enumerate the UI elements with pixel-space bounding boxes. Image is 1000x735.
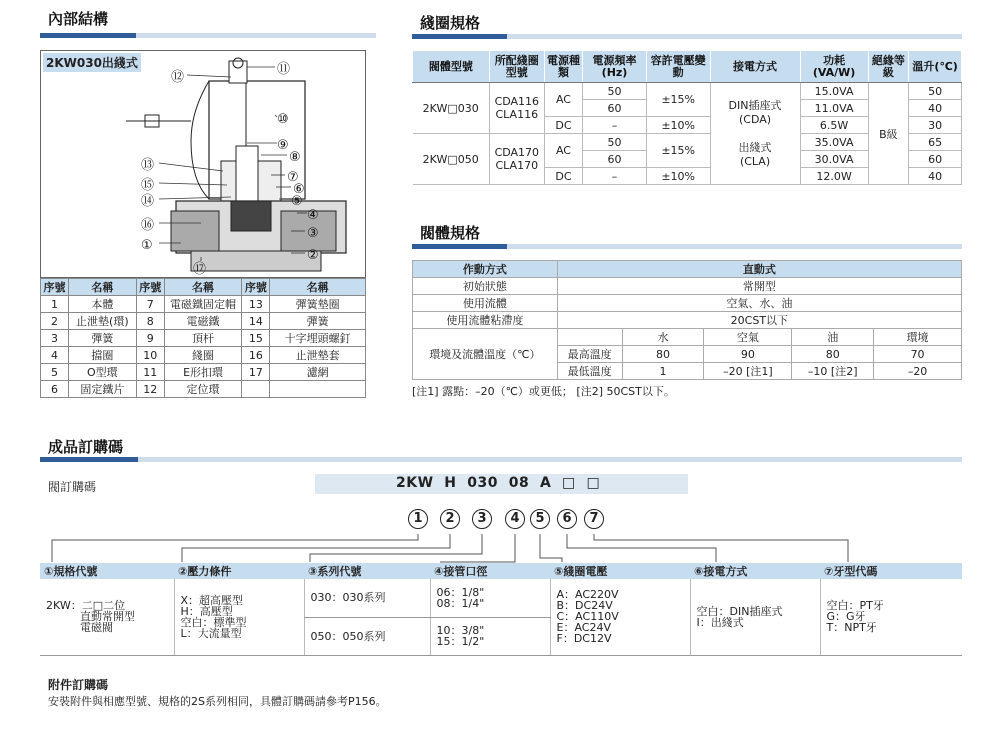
circle-2: 2 [440, 509, 460, 529]
body-header: 直動式 [557, 261, 961, 278]
voltage-tolerance: ±15% [646, 83, 710, 117]
coil-header: 溫升(℃) [909, 51, 962, 83]
callout-3: ③ [307, 226, 319, 241]
callout-13: ⑬ [141, 158, 155, 173]
callout-10: ⑩ [277, 112, 289, 127]
body-label: 環境及流體溫度（℃） [413, 329, 558, 380]
part-name: 本體 [68, 296, 136, 313]
coil-header: 容許電壓變動 [646, 51, 710, 83]
frequency: 60 [583, 100, 647, 117]
part-name: 彈簧 [270, 313, 366, 330]
parts-row [41, 296, 366, 313]
coil-header: 接電方式 [710, 51, 800, 83]
circle-5: 5 [530, 509, 550, 529]
callout-17: ⑰ [193, 262, 207, 277]
insulation: B級 [868, 83, 909, 185]
circle-1: 1 [408, 509, 428, 529]
body-row [413, 278, 962, 295]
part-name: 綫圈 [164, 347, 242, 364]
body-value: 90 [704, 346, 792, 363]
part-number: 15 [242, 330, 270, 347]
temp-rise: 50 [909, 83, 962, 100]
voltage-tolerance: ±15% [646, 134, 710, 168]
part-number: 10 [136, 347, 164, 364]
part-name: 彈簧 [68, 330, 136, 347]
series: 050：050系列 [304, 617, 430, 655]
part-number: 7 [136, 296, 164, 313]
body-blank [557, 329, 622, 346]
structure-bar [40, 33, 376, 38]
thread-type: 空白：PT牙 G：G牙 T：NPT牙 [820, 579, 962, 655]
connection-type: 空白：DIN插座式 I：出綫式 [690, 579, 820, 655]
frequency: 60 [583, 151, 647, 168]
callout-15: ⑮ [141, 178, 155, 193]
body-value: –20 [874, 363, 962, 380]
parts-row [41, 381, 366, 398]
coil-header-row [413, 51, 962, 83]
temp-rise: 60 [909, 151, 962, 168]
temp-rise: 40 [909, 100, 962, 117]
connection: DIN插座式 (CDA) 出綫式 (CLA) [710, 83, 800, 185]
body-row [413, 329, 962, 346]
order-code: 2KW H 030 08 A □ □ [396, 475, 601, 491]
coil-spec-title: 綫圈規格 [420, 14, 481, 32]
frequency: – [583, 168, 647, 185]
coil-model: CDA116 CLA116 [489, 83, 544, 134]
circle-6: 6 [557, 509, 577, 529]
part-number: 9 [136, 330, 164, 347]
order-head: ③系列代號 [304, 563, 430, 579]
part-name: 固定鐵片 [68, 381, 136, 398]
part-name: O型環 [68, 364, 136, 381]
callout-12: ⑫ [171, 70, 185, 85]
body-spec-title: 閥體規格 [420, 224, 481, 242]
spec-code: 2KW：二□二位 直動常開型 電磁閥 [40, 579, 174, 655]
callout-11: ⑪ [277, 62, 291, 77]
power-type: AC [544, 83, 582, 117]
parts-row [41, 313, 366, 330]
body-note: [注1] 露點：–20（℃）或更低； [注2] 50CST以下。 [412, 385, 675, 398]
order-row [40, 579, 962, 617]
part-name: 頂杆 [164, 330, 242, 347]
parts-row [41, 330, 366, 347]
coil-header: 閥體型號 [413, 51, 490, 83]
body-col-head: 環境 [874, 329, 962, 346]
order-title: 成品訂購碼 [48, 438, 124, 456]
callout-2: ② [307, 248, 319, 263]
order-head: ②壓力條件 [174, 563, 304, 579]
port-size: 10：3/8" 15：1/2" [430, 617, 550, 655]
body-header-row [413, 261, 962, 278]
parts-row [41, 364, 366, 381]
part-number: 3 [41, 330, 69, 347]
temp-rise: 40 [909, 168, 962, 185]
body-spec-bar [412, 244, 962, 249]
body-value: 20CST以下 [557, 312, 961, 329]
callout-7: ⑦ [287, 170, 299, 185]
power: 30.0VA [800, 151, 868, 168]
order-label: 閥訂購碼 [48, 480, 97, 494]
parts-header: 名稱 [270, 279, 366, 296]
part-name: 彈簧墊圈 [270, 296, 366, 313]
callout-1: ① [141, 238, 153, 253]
voltage-tolerance: ±10% [646, 168, 710, 185]
temp-rise: 30 [909, 117, 962, 134]
part-name: 電磁鐵 [164, 313, 242, 330]
coil-header: 電源種類 [544, 51, 582, 83]
part-name: E形扣環 [164, 364, 242, 381]
order-header-row [40, 563, 962, 579]
circle-3: 3 [472, 509, 492, 529]
body-value: 1 [622, 363, 704, 380]
power-type: AC [544, 134, 582, 168]
parts-header-row [41, 279, 366, 296]
parts-header: 名稱 [164, 279, 242, 296]
body-label: 使用流體 [413, 295, 558, 312]
coil-row [413, 83, 962, 100]
part-number: 6 [41, 381, 69, 398]
callout-16: ⑯ [141, 218, 155, 233]
accessory-text: 安裝附件與相應型號、規格的2S系列相同，具體訂購碼請參考P156。 [48, 695, 387, 708]
body-col-head: 水 [622, 329, 704, 346]
part-number [242, 381, 270, 398]
body-value: –10 [注2] [792, 363, 874, 380]
part-name: 擋圈 [68, 347, 136, 364]
part-name [270, 381, 366, 398]
part-number: 16 [242, 347, 270, 364]
part-number: 4 [41, 347, 69, 364]
parts-header: 序號 [41, 279, 69, 296]
part-number: 8 [136, 313, 164, 330]
coil-header: 所配綫圈型號 [489, 51, 544, 83]
order-head: ⑥接電方式 [690, 563, 820, 579]
order-head: ⑦牙型代碼 [820, 563, 962, 579]
port-size: 06：1/8" 08：1/4" [430, 579, 550, 617]
parts-header: 序號 [242, 279, 270, 296]
part-number: 12 [136, 381, 164, 398]
parts-row [41, 347, 366, 364]
power: 12.0W [800, 168, 868, 185]
order-table [40, 563, 962, 656]
diagram-title: 2KW030出綫式 [43, 53, 141, 72]
frequency: 50 [583, 134, 647, 151]
body-col-head: 油 [792, 329, 874, 346]
order-bar [40, 457, 962, 462]
frequency: 50 [583, 83, 647, 100]
body-value: –20 [注1] [704, 363, 792, 380]
callout-5: ⑤ [291, 194, 303, 209]
coil-model: CDA170 CLA170 [489, 134, 544, 185]
body-label: 最低溫度 [557, 363, 622, 380]
body-value: 80 [622, 346, 704, 363]
pressure: X：超高壓型 H：高壓型 空白：標準型 L：大流量型 [174, 579, 304, 655]
body-row [413, 295, 962, 312]
part-number: 11 [136, 364, 164, 381]
part-number: 1 [41, 296, 69, 313]
body-col-head: 空氣 [704, 329, 792, 346]
body-row [413, 312, 962, 329]
structure-title: 內部結構 [48, 10, 109, 28]
power-type: DC [544, 117, 582, 134]
part-number: 2 [41, 313, 69, 330]
body-value: 70 [874, 346, 962, 363]
order-head: ④接管口徑 [430, 563, 550, 579]
circle-4: 4 [505, 509, 525, 529]
order-head: ⑤綫圈電壓 [550, 563, 690, 579]
power: 15.0VA [800, 83, 868, 100]
part-name: 電磁鐵固定帽 [164, 296, 242, 313]
power: 6.5W [800, 117, 868, 134]
parts-table [40, 278, 366, 398]
callout-9: ⑨ [277, 138, 289, 153]
parts-header: 序號 [136, 279, 164, 296]
parts-header: 名稱 [68, 279, 136, 296]
body-value: 空氣、水、油 [557, 295, 961, 312]
coil-header: 絕緣等級 [868, 51, 909, 83]
part-name: 定位環 [164, 381, 242, 398]
part-name: 止泄墊(環) [68, 313, 136, 330]
frequency: – [583, 117, 647, 134]
power: 35.0VA [800, 134, 868, 151]
callout-8: ⑧ [289, 150, 301, 165]
body-value: 常開型 [557, 278, 961, 295]
series: 030：030系列 [304, 579, 430, 617]
part-name: 十字埋頭螺釘 [270, 330, 366, 347]
coil-spec-bar [412, 34, 962, 39]
order-head: ①規格代號 [40, 563, 174, 579]
part-name: 濾網 [270, 364, 366, 381]
part-name: 止泄墊套 [270, 347, 366, 364]
part-number: 5 [41, 364, 69, 381]
body-value: 80 [792, 346, 874, 363]
coil-spec-table [412, 50, 962, 185]
callout-14: ⑭ [141, 194, 155, 209]
part-number: 17 [242, 364, 270, 381]
structure-diagram [40, 50, 366, 278]
coil-header: 功耗(VA/W) [800, 51, 868, 83]
body-label: 最高溫度 [557, 346, 622, 363]
callout-4: ④ [307, 208, 319, 223]
voltage-tolerance: ±10% [646, 117, 710, 134]
valve-model: 2KW□030 [413, 83, 490, 134]
coil-header: 電源頻率(Hz) [583, 51, 647, 83]
temp-rise: 65 [909, 134, 962, 151]
body-header: 作動方式 [413, 261, 558, 278]
coil-voltage: A：AC220V B：DC24V C：AC110V E：AC24V F：DC12V [550, 579, 690, 655]
power: 11.0VA [800, 100, 868, 117]
circle-7: 7 [584, 509, 604, 529]
valve-drawing [41, 51, 367, 279]
accessory-title: 附件訂購碼 [48, 678, 109, 692]
valve-model: 2KW□050 [413, 134, 490, 185]
power-type: DC [544, 168, 582, 185]
body-label: 使用流體粘滯度 [413, 312, 558, 329]
callout-6: ⑥ [293, 182, 305, 197]
body-label: 初始狀態 [413, 278, 558, 295]
body-spec-table [412, 260, 962, 380]
part-number: 13 [242, 296, 270, 313]
part-number: 14 [242, 313, 270, 330]
